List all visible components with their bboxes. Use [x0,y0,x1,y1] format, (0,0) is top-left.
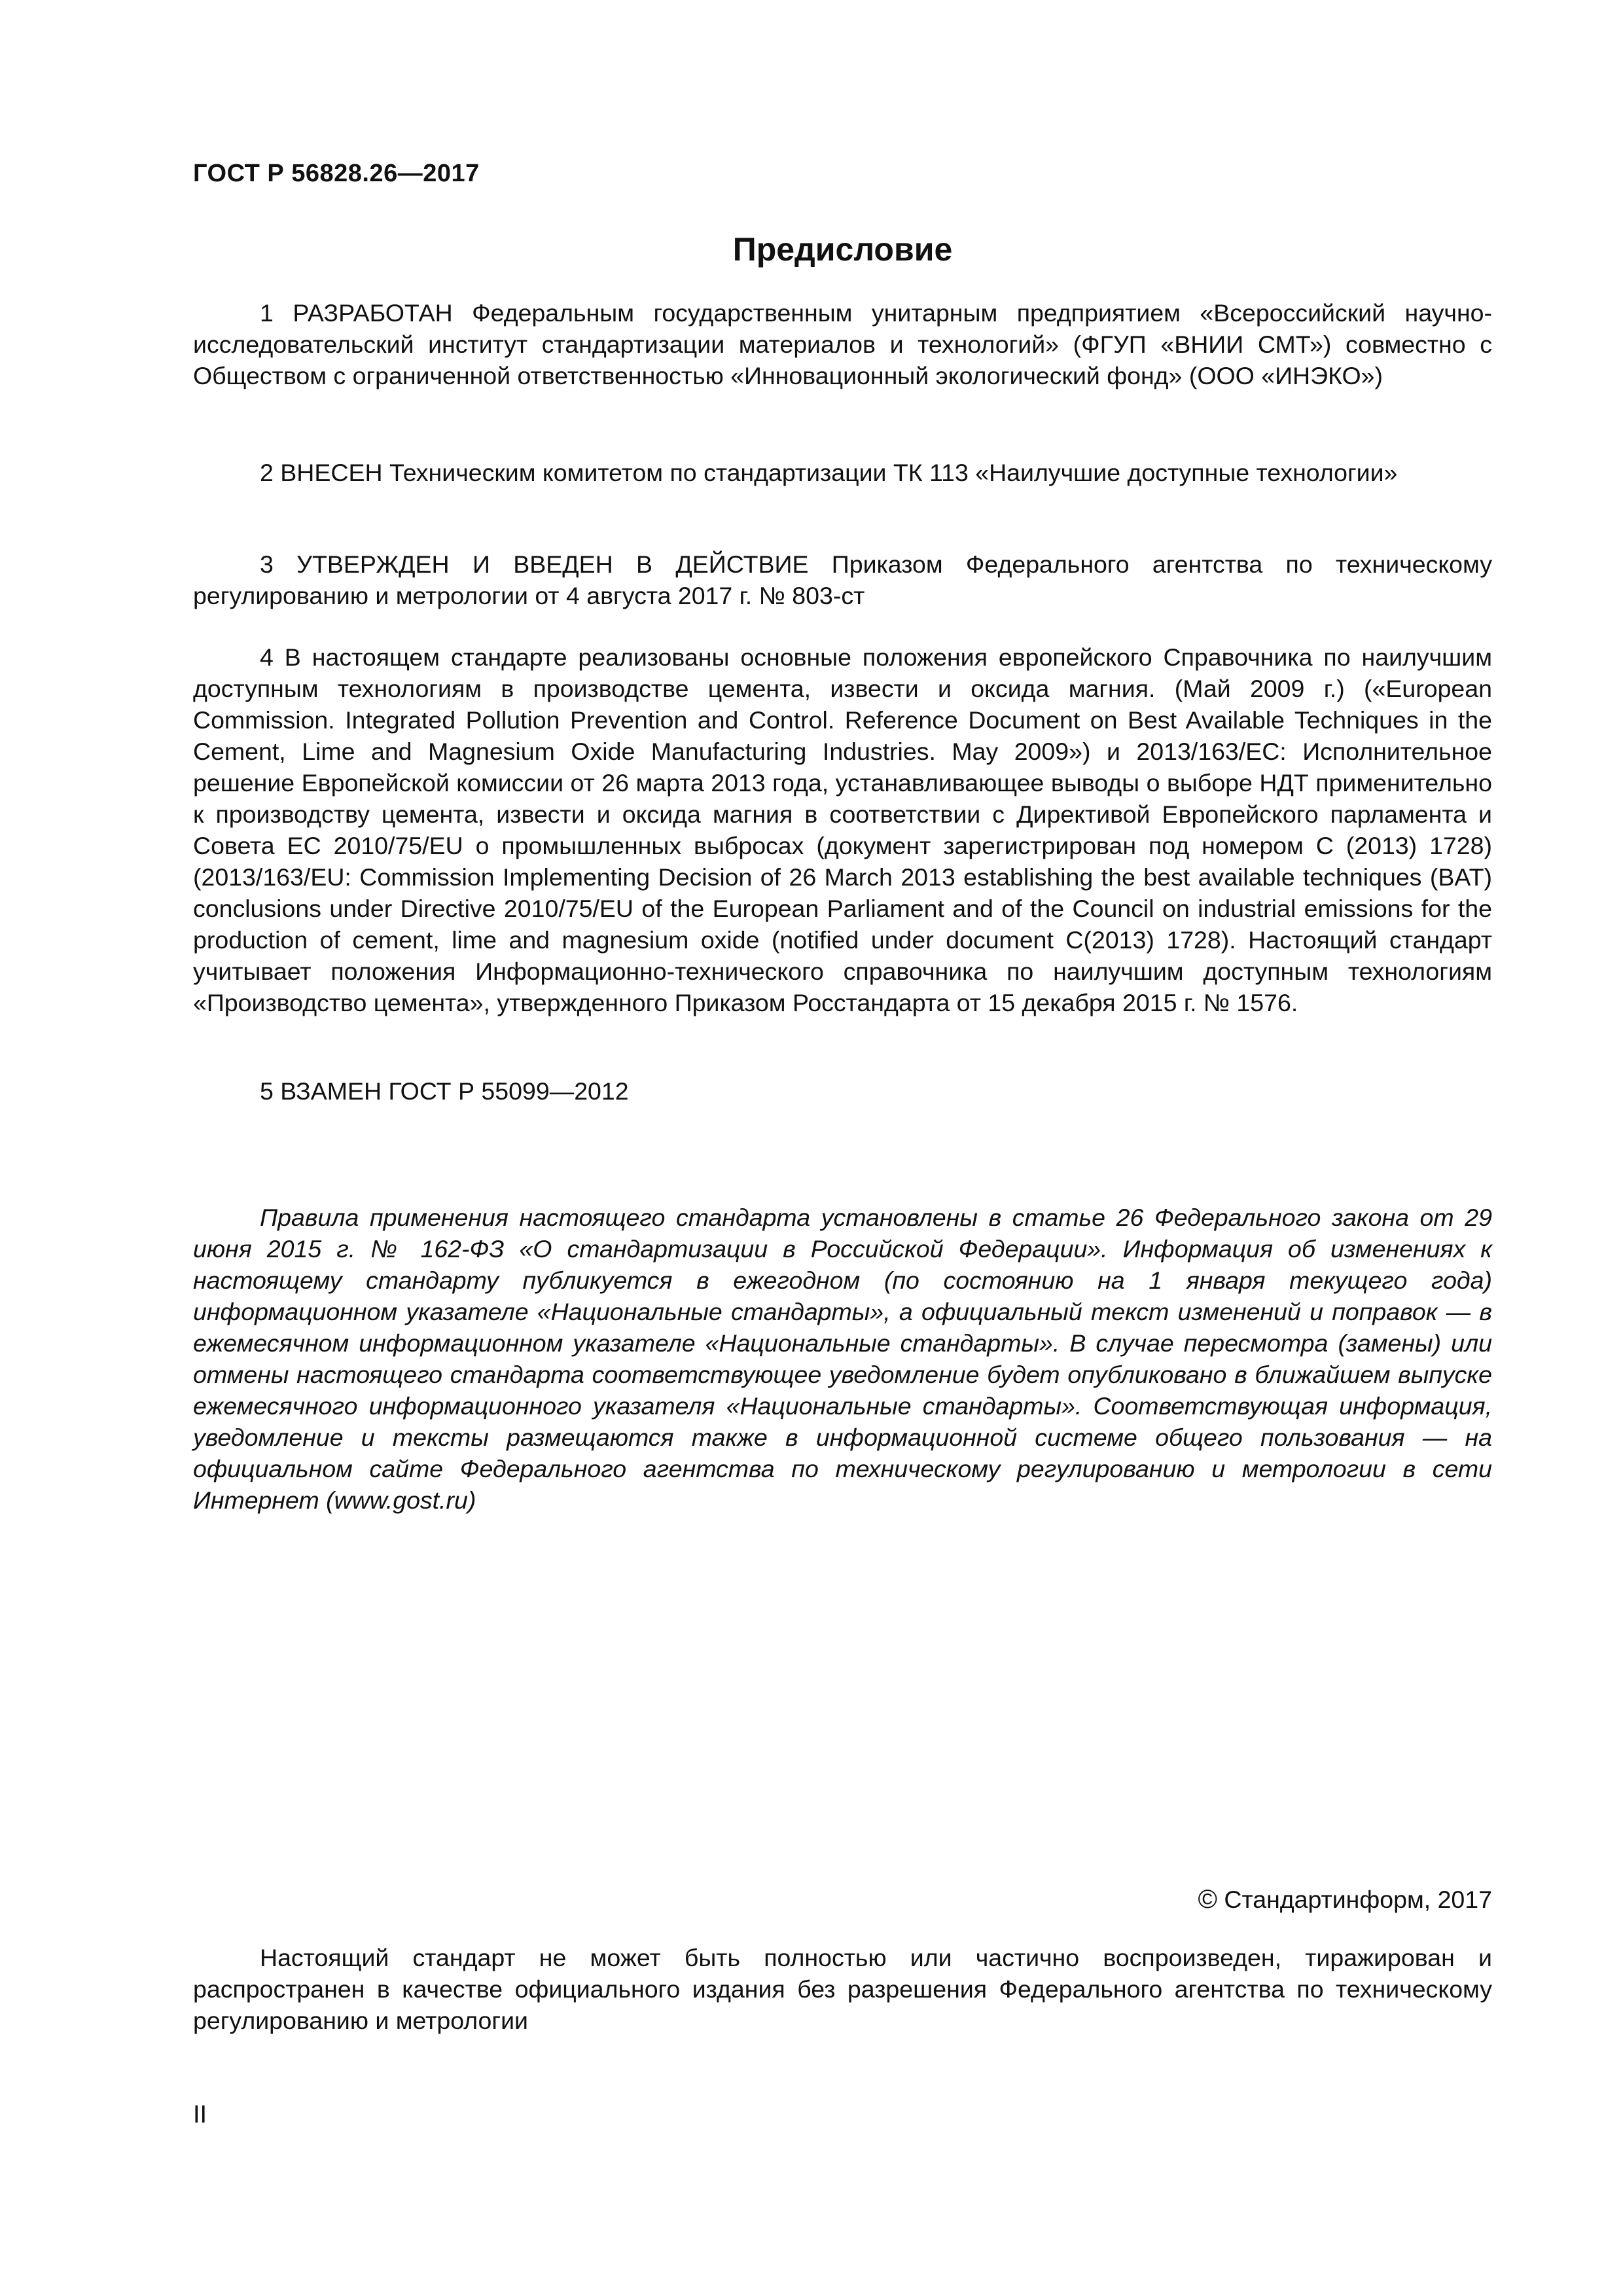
document-code: ГОСТ Р 56828.26—2017 [193,160,480,187]
application-rules-notice: Правила применения настоящего стандарта установлены в статье 26 Федерального закона от 29 июня 2015 г. № 162-ФЗ «О стандартизации в Российской Федерации». Информация об изменениях к настоящему стандарту публикуется в ежегодном (по состоянию на 1 января текущего года) информационном указателе «Национальные стандарты», а официальный текст изменений и поправок — в ежемесячном информационном указателе «Национальные стандарты». В случае пересмотра (замены) или отмены настоящего стандарта соответствующее уведомление будет опубликовано в ближайшем выпуске ежемесячного информационного указателя «Национальные стандарты». Соответствующая информация, уведомление и тексты размещаются также в информационной системе общего пользования — на официальном сайте Федерального агентства по техническому регулированию и метрологии в сети Интернет (www.gost.ru) [193,1204,1492,1514]
paragraph-approved: 3 УТВЕРЖДЕН И ВВЕДЕН В ДЕЙСТВИЕ Приказом Федерального агентства по техническому регулированию и метрологии от 4 августа 2017 г. № 803-ст [193,550,1492,609]
copyright [1198,1885,1492,1914]
copyright-icon: © [1198,1885,1217,1914]
page-number: II [193,2101,207,2128]
page-title: Предисловие [732,231,953,268]
reproduction-notice: Настоящий стандарт не может быть полностью или частично воспроизведен, тиражирован и распространен в качестве официального издания без разрешения Федерального агентства по техническому регулированию и метрологии [193,1944,1492,2034]
paragraph-introduced-by: 2 ВНЕСЕН Техническим комитетом по стандартизации ТК 113 «Наилучшие доступные технологии» [260,459,1398,486]
paragraph-developed-by: 1 РАЗРАБОТАН Федеральным государственным унитарным предприятием «Всероссийский научно-исследовательский институт стандартизации материалов и технологий» (ФГУП «ВНИИ СМТ») совместно с Обществом с ограниченной ответственностью «Инновационный экологический фонд» (ООО «ИНЭКО») [193,299,1492,389]
paragraph-replaces: 5 ВЗАМЕН ГОСТ Р 55099—2012 [260,1077,629,1105]
paragraph-european-reference: 4 В настоящем стандарте реализованы основные положения европейского Справочника по наилучшим доступным технологиям в производстве цемента, извести и оксида магния. (Май 2009 г.) («European Commission. Integrated Pollution Prevention and Control. Reference Document on Best Available Techniques in the Cement, Lime and Magnesium Oxide Manufacturing Industries. May 2009») и 2013/163/EC: Исполнительное решение Европейской комиссии от 26 марта 2013 года, устанавливающее выводы о выборе НДТ применительно к производству цемента, извести и оксида магния в соответствии с Директивой Европейского парламента и Совета ЕС 2010/75/EU о промышленных выбросах (документ зарегистрирован под номером С (2013) 1728) (2013/163/EU: Commission Implementing Decision of 26 March 2013 establishing the best available techniques (BAT) conclusions under Directive 2010/75/EU of the European Parliament and of the Council on industrial emissions for the production of cement, lime and magnesium oxide (notified under document С(2013) 1728). Настоящий стандарт учитывает положения Информационно-технического справочника по наилучшим доступным технологиям «Производство цемента», утвержденного Приказом Росстандарта от 15 декабря 2015 г. № 1576. [193,643,1492,1016]
copyright-text: Стандартинформ, 2017 [1224,1886,1492,1913]
